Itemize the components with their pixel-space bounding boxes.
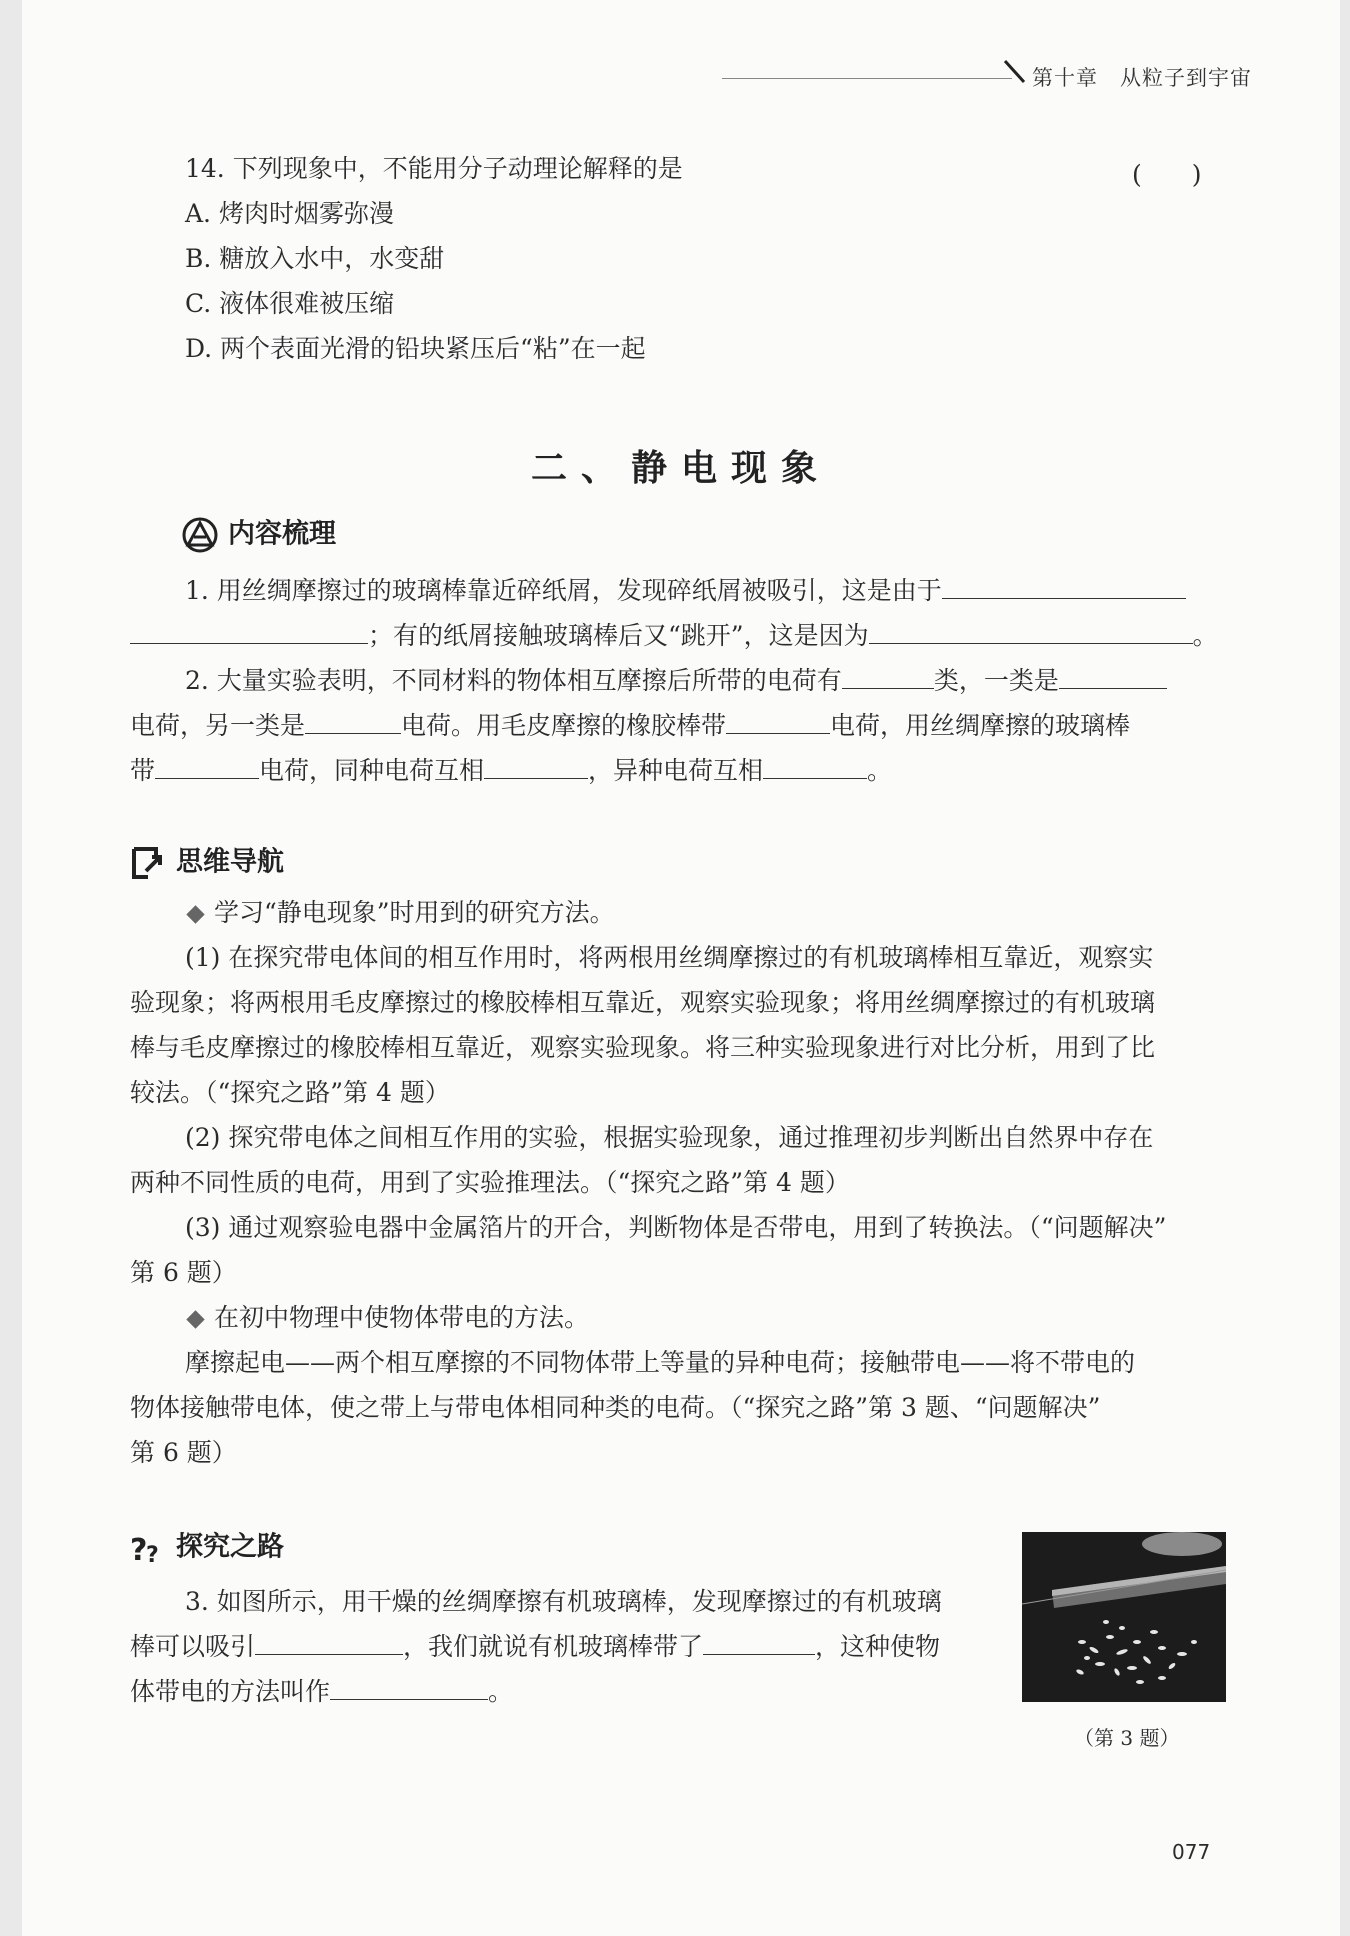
workbook-page bbox=[22, 0, 1340, 1936]
q14-option-d: D. 两个表面光滑的铅块紧压后“粘”在一起 bbox=[185, 334, 646, 363]
q3-line3 bbox=[130, 1675, 513, 1709]
thinking-p1-l4: 较法。（“探究之路”第 4 题） bbox=[130, 1078, 450, 1107]
triangle-badge-icon bbox=[182, 517, 220, 553]
thinking-p1-l1: (1) 在探究带电体间的相互作用时，将两根用丝绸摩擦过的有机玻璃棒相互靠近，观察实 bbox=[185, 943, 1154, 972]
q2-text-b: 类，一类是 bbox=[933, 666, 1059, 695]
thinking-bullet-2 bbox=[185, 1301, 589, 1335]
q1-text-a: 1. 用丝绸摩擦过的玻璃棒靠近碎纸屑，发现碎纸屑被吸引，这是由于 bbox=[185, 576, 942, 605]
q1-blank-2[interactable] bbox=[869, 621, 1193, 644]
experiment-photo bbox=[1022, 1532, 1226, 1702]
q14-option-b: B. 糖放入水中，水变甜 bbox=[185, 244, 445, 273]
q2-blank-6[interactable] bbox=[484, 756, 588, 779]
q3-blank-3[interactable] bbox=[330, 1677, 488, 1700]
q1-blank-1-cont[interactable] bbox=[130, 621, 368, 644]
q3-text-a: 棒可以吸引 bbox=[130, 1632, 256, 1661]
thinking-p4-l3: 第 6 题） bbox=[130, 1438, 237, 1467]
q2-text-a: 2. 大量实验表明，不同材料的物体相互摩擦后所带的电荷有 bbox=[185, 666, 842, 695]
q1-text-b: ；有的纸屑接触玻璃棒后又“跳开”，这是因为 bbox=[368, 621, 869, 650]
question-marks-icon bbox=[130, 1530, 168, 1566]
q3-text-c: ，这种使物 bbox=[815, 1632, 941, 1661]
header-rule bbox=[722, 78, 1012, 79]
explore-label: 探究之路 bbox=[176, 1531, 284, 1563]
q2-text-d: 电荷。用毛皮摩擦的橡胶棒带 bbox=[401, 711, 727, 740]
thinking-p4-l1: 摩擦起电——两个相互摩擦的不同物体带上等量的异种电荷；接触带电——将不带电的 bbox=[185, 1348, 1136, 1377]
q2-text-e: 电荷，用丝绸摩擦的玻璃棒 bbox=[830, 711, 1131, 740]
q2-blank-3[interactable] bbox=[305, 711, 401, 734]
q2-line1 bbox=[185, 664, 1167, 698]
q14-option-a: A. 烤肉时烟雾弥漫 bbox=[185, 199, 394, 228]
q3-blank-1[interactable] bbox=[255, 1632, 403, 1655]
thinking-p1-l2: 验现象；将两根用毛皮摩擦过的橡胶棒相互靠近，观察实验现象；将用丝绸摩擦过的有机玻璃 bbox=[130, 988, 1156, 1017]
thinking-bullet-2-text: 在初中物理中使物体带电的方法。 bbox=[214, 1303, 590, 1332]
content-review-heading bbox=[182, 517, 336, 553]
q2-text-c: 电荷，另一类是 bbox=[130, 711, 306, 740]
q3-text-b: ，我们就说有机玻璃棒带了 bbox=[403, 1632, 704, 1661]
thinking-label: 思维导航 bbox=[176, 846, 284, 878]
q1-blank-1[interactable] bbox=[942, 576, 1186, 599]
thinking-p2-l1: (2) 探究带电体之间相互作用的实验，根据实验现象，通过推理初步判断出自然界中存在 bbox=[185, 1123, 1154, 1152]
q2-text-i: 。 bbox=[867, 756, 893, 785]
q2-line2 bbox=[130, 709, 1130, 743]
svg-text:?: ? bbox=[146, 1543, 159, 1566]
arrow-box-icon bbox=[130, 845, 168, 881]
thinking-bullet-1-text: 学习“静电现象”时用到的研究方法。 bbox=[214, 898, 615, 927]
q1-line2 bbox=[130, 619, 1218, 653]
q3-blank-2[interactable] bbox=[703, 1632, 815, 1655]
page-number: 077 bbox=[1172, 1840, 1211, 1864]
thinking-p4-l2: 物体接触带电体，使之带上与带电体相同种类的电荷。（“探究之路”第 3 题、“问题解决” bbox=[130, 1393, 1101, 1422]
q2-blank-1[interactable] bbox=[842, 666, 934, 689]
q3-text-e: 。 bbox=[488, 1677, 514, 1706]
q2-text-g: 电荷，同种电荷互相 bbox=[259, 756, 485, 785]
thinking-p3-l2: 第 6 题） bbox=[130, 1258, 237, 1287]
chapter-header: 第十章 从粒子到宇宙 bbox=[1032, 66, 1252, 90]
section-title: 二、静电现象 bbox=[530, 448, 831, 489]
thinking-p3-l1: (3) 通过观察验电器中金属箔片的开合，判断物体是否带电，用到了转换法。（“问题解决” bbox=[185, 1213, 1167, 1242]
q2-line3 bbox=[130, 754, 892, 788]
q2-blank-2[interactable] bbox=[1059, 666, 1167, 689]
photo-caption: （第 3 题） bbox=[1074, 1726, 1180, 1750]
q14-option-c: C. 液体很难被压缩 bbox=[185, 289, 395, 318]
thinking-heading bbox=[130, 845, 284, 881]
q2-text-h: ，异种电荷互相 bbox=[588, 756, 764, 785]
q1-text-end: 。 bbox=[1192, 621, 1218, 650]
q3-line2 bbox=[130, 1630, 940, 1664]
q3-line1: 3. 如图所示，用干燥的丝绸摩擦有机玻璃棒，发现摩擦过的有机玻璃 bbox=[185, 1587, 942, 1616]
thinking-p1-l3: 棒与毛皮摩擦过的橡胶棒相互靠近，观察实验现象。将三种实验现象进行对比分析，用到了比 bbox=[130, 1033, 1156, 1062]
q1-line1 bbox=[185, 574, 1186, 608]
thinking-p2-l2: 两种不同性质的电荷，用到了实验推理法。（“探究之路”第 4 题） bbox=[130, 1168, 850, 1197]
content-review-label: 内容梳理 bbox=[228, 518, 336, 550]
glass-rod-paper-image bbox=[1022, 1532, 1226, 1702]
diamond-bullet-icon bbox=[186, 1310, 204, 1328]
q14-stem: 14. 下列现象中，不能用分子动理论解释的是 bbox=[185, 154, 683, 183]
q2-text-f: 带 bbox=[130, 756, 156, 785]
q14-answer-paren: ( ) bbox=[1132, 160, 1202, 189]
explore-heading bbox=[130, 1530, 284, 1566]
svg-text:?: ? bbox=[130, 1533, 148, 1566]
pen-icon bbox=[1002, 58, 1028, 86]
diamond-bullet-icon bbox=[186, 905, 204, 923]
q2-blank-7[interactable] bbox=[763, 756, 867, 779]
q3-text-d: 体带电的方法叫作 bbox=[130, 1677, 331, 1706]
q2-blank-4[interactable] bbox=[726, 711, 830, 734]
thinking-bullet-1 bbox=[185, 896, 615, 930]
q2-blank-5[interactable] bbox=[155, 756, 259, 779]
